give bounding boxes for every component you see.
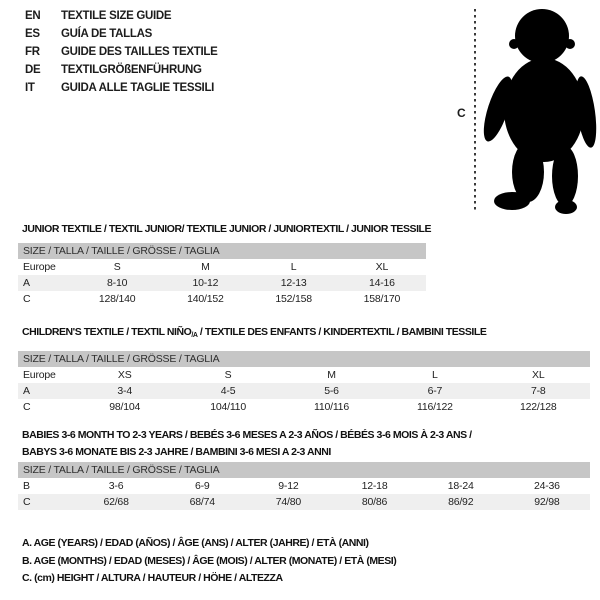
table-cell: 92/98	[534, 496, 560, 508]
junior-size-table	[18, 243, 426, 307]
column-header: L	[432, 369, 438, 381]
table-cell: 104/110	[210, 401, 246, 413]
column-header-row	[18, 367, 590, 383]
size-header-bar: SIZE / TALLA / TAILLE / GRÖSSE / TAGLIA	[18, 351, 590, 367]
table-cell: 5-6	[324, 385, 339, 397]
table-cell: 116/122	[416, 401, 453, 413]
table-cell: 152/158	[275, 293, 312, 305]
row-label: A	[23, 277, 30, 289]
language-row-es	[25, 25, 218, 43]
row-label: B	[23, 480, 30, 492]
row-label: A	[23, 385, 30, 397]
babies-section-title	[22, 427, 472, 460]
note-c: C. (cm) HEIGHT / ALTURA / HAUTEUR / HÖHE / ALTEZZA	[22, 572, 283, 584]
language-title: GUÍA DE TALLAS	[61, 28, 152, 40]
column-header: Europe	[23, 369, 56, 381]
language-title: TEXTILGRÖßENFÜHRUNG	[61, 64, 202, 76]
table-cell: 158/170	[363, 293, 401, 305]
table-cell: 74/80	[275, 496, 302, 508]
table-cell: 98/104	[109, 401, 141, 413]
column-header: Europe	[23, 261, 56, 273]
column-header: XL	[532, 369, 545, 381]
language-code: ES	[25, 28, 40, 40]
table-cell: 140/152	[187, 293, 224, 305]
children-size-table	[18, 351, 590, 415]
table-cell: 86/92	[448, 496, 474, 508]
table-cell: 3-6	[108, 480, 124, 492]
size-header-bar: SIZE / TALLA / TAILLE / GRÖSSE / TAGLIA	[18, 462, 590, 478]
language-title-list	[25, 7, 218, 97]
babies-title-line1: BABIES 3-6 MONTH TO 2-3 YEARS / BEBÉS 3-6 MESES A 2-3 AÑOS / BÉBÉS 3-6 MOIS À 2-3 ANS /	[22, 429, 472, 441]
language-title: GUIDE DES TAILLES TEXTILE	[61, 46, 218, 58]
babies-size-table	[18, 462, 590, 510]
table-cell: 14-16	[368, 277, 395, 289]
language-code: EN	[25, 10, 41, 22]
table-cell: 128/140	[98, 293, 136, 305]
table-cell: 8-10	[107, 277, 128, 289]
children-section-title	[22, 326, 486, 339]
table-cell: 62/68	[103, 496, 129, 508]
table-row-a	[18, 275, 426, 291]
column-header: XL	[375, 261, 389, 273]
table-cell: 12-13	[280, 277, 307, 289]
table-row-a	[18, 383, 590, 399]
table-cell: 3-4	[117, 385, 132, 397]
column-header: S	[113, 261, 121, 273]
language-title: GUIDA ALLE TAGLIE TESSILI	[61, 82, 215, 94]
table-cell: 7-8	[530, 385, 546, 397]
column-header: S	[224, 369, 232, 381]
table-cell: 122/128	[520, 401, 557, 413]
column-header: M	[201, 261, 210, 273]
table-cell: 12-18	[361, 480, 388, 492]
column-header: XS	[117, 369, 132, 381]
column-header: L	[290, 261, 297, 273]
row-label: C	[23, 496, 31, 508]
table-cell: 68/74	[189, 496, 215, 508]
table-cell: 18-24	[447, 480, 474, 492]
table-cell: 110/116	[313, 401, 349, 413]
babies-title-line2: BABYS 3-6 MONATE BIS 2-3 JAHRE / BAMBINI 3-6 MESI A 2-3 ANNI	[22, 445, 331, 458]
column-header: M	[327, 369, 336, 381]
table-row-c	[18, 291, 426, 307]
language-row-de	[25, 61, 218, 79]
table-cell: 80/86	[361, 496, 388, 508]
legend-notes	[22, 535, 396, 588]
language-row-en	[25, 7, 218, 25]
note-b: B. AGE (MONTHS) / EDAD (MESES) / ÂGE (MOIS) / ALTER (MONATE) / ETÀ (MESI)	[22, 554, 397, 567]
column-header-row	[18, 259, 426, 275]
note-a: A. AGE (YEARS) / EDAD (AÑOS) / ÂGE (ANS) / ALTER (JAHRE) / ETÀ (ANNI)	[22, 537, 369, 549]
language-code: IT	[25, 82, 35, 94]
children-title-text: / TEXTILE DES ENFANTS / KINDERTEXTIL / BAMBINI TESSILE	[197, 326, 487, 338]
table-row-c	[18, 494, 590, 510]
table-cell: 9-12	[278, 480, 299, 492]
height-measure-figure	[450, 4, 600, 216]
language-code: DE	[25, 64, 41, 76]
table-cell: 24-36	[533, 480, 560, 492]
language-title: TEXTILE SIZE GUIDE	[61, 10, 172, 22]
junior-section-title: JUNIOR TEXTILE / TEXTIL JUNIOR/ TEXTILE JUNIOR / JUNIORTEXTIL / JUNIOR TESSILE	[22, 223, 432, 235]
language-row-it	[25, 79, 218, 97]
children-title-subscript: /A	[191, 332, 198, 339]
table-cell: 6-9	[194, 480, 210, 492]
children-title-text: CHILDREN'S TEXTILE / TEXTIL NIÑO	[22, 326, 192, 338]
language-row-fr	[25, 43, 218, 61]
row-label: C	[23, 401, 31, 413]
table-cell: 4-5	[220, 385, 236, 397]
height-c-label: C	[457, 106, 466, 120]
baby-silhouette-icon	[450, 4, 600, 216]
table-cell: 6-7	[427, 385, 443, 397]
table-row-b	[18, 478, 590, 494]
table-cell: 10-12	[192, 277, 219, 289]
row-label: C	[23, 293, 31, 305]
language-code: FR	[25, 46, 40, 58]
size-header-bar: SIZE / TALLA / TAILLE / GRÖSSE / TAGLIA	[18, 243, 426, 259]
table-row-c	[18, 399, 590, 415]
